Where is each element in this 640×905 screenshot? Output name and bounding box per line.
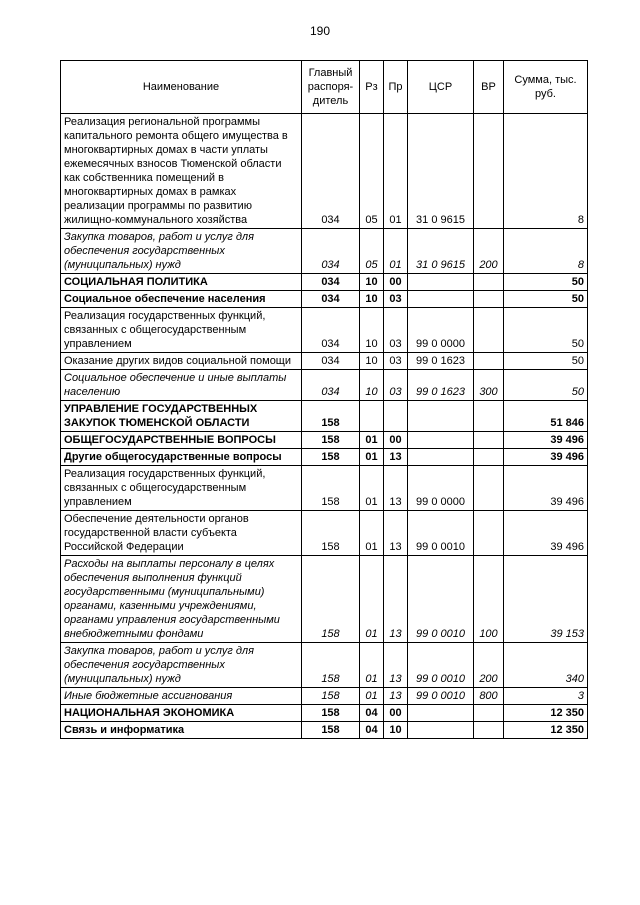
- row-subsection: 13: [384, 643, 408, 688]
- row-expense-type: [474, 511, 504, 556]
- row-section: 01: [360, 511, 384, 556]
- row-sum: 39 496: [504, 466, 588, 511]
- row-sum: 8: [504, 229, 588, 274]
- table-row: [61, 449, 588, 466]
- row-target-article: [408, 432, 474, 449]
- header-section: Рз: [360, 61, 384, 114]
- budget-table: [60, 60, 588, 739]
- table-body: [61, 114, 588, 739]
- row-name: Иные бюджетные ассигнования: [61, 688, 302, 705]
- row-sum: 39 496: [504, 432, 588, 449]
- row-sum: 50: [504, 370, 588, 401]
- table-row: [61, 229, 588, 274]
- table-row: [61, 291, 588, 308]
- table-row: [61, 643, 588, 688]
- row-sum: 12 350: [504, 705, 588, 722]
- row-subsection: 13: [384, 556, 408, 643]
- page-number: 190: [309, 24, 331, 38]
- row-name: Реализация государственных функций, связанных с общегосударственным управлением: [61, 308, 302, 353]
- row-expense-type: [474, 291, 504, 308]
- header-subsection: Пр: [384, 61, 408, 114]
- row-sum: 340: [504, 643, 588, 688]
- row-subsection: 10: [384, 722, 408, 739]
- row-target-article: 99 0 0000: [408, 466, 474, 511]
- row-subsection: 00: [384, 274, 408, 291]
- header-sum: Сумма, тыс. руб.: [504, 61, 588, 114]
- row-section: 04: [360, 705, 384, 722]
- row-sum: 50: [504, 291, 588, 308]
- table-row: [61, 688, 588, 705]
- row-expense-type: 300: [474, 370, 504, 401]
- row-expense-type: 800: [474, 688, 504, 705]
- row-sum: 12 350: [504, 722, 588, 739]
- row-target-article: 99 0 0010: [408, 556, 474, 643]
- row-main-manager: 158: [302, 688, 360, 705]
- row-expense-type: [474, 705, 504, 722]
- row-sum: 50: [504, 308, 588, 353]
- row-main-manager: 034: [302, 370, 360, 401]
- row-subsection: 01: [384, 114, 408, 229]
- row-name: СОЦИАЛЬНАЯ ПОЛИТИКА: [61, 274, 302, 291]
- row-section: [360, 401, 384, 432]
- row-main-manager: 158: [302, 705, 360, 722]
- row-subsection: 03: [384, 353, 408, 370]
- table-row: [61, 274, 588, 291]
- row-sum: 50: [504, 353, 588, 370]
- row-name: Закупка товаров, работ и услуг для обеспечения государственных (муниципальных) нужд: [61, 229, 302, 274]
- header-expense-type: ВР: [474, 61, 504, 114]
- row-section: 10: [360, 370, 384, 401]
- row-expense-type: [474, 308, 504, 353]
- row-name: Реализация региональной программы капитального ремонта общего имущества в многоквартирных домах в части уплаты ежемесячных взносов Тюменской области как собственника помещений в многоквартирных домах в рамках реализации программы по развитию жилищно-коммунального хозяйства: [61, 114, 302, 229]
- row-subsection: 01: [384, 229, 408, 274]
- row-expense-type: [474, 432, 504, 449]
- row-name: Социальное обеспечение и иные выплаты населению: [61, 370, 302, 401]
- row-main-manager: 158: [302, 556, 360, 643]
- row-expense-type: [474, 353, 504, 370]
- row-section: 10: [360, 291, 384, 308]
- row-main-manager: 158: [302, 466, 360, 511]
- row-sum: 39 153: [504, 556, 588, 643]
- row-target-article: 99 0 0010: [408, 511, 474, 556]
- row-section: 04: [360, 722, 384, 739]
- table-row: [61, 401, 588, 432]
- row-target-article: [408, 274, 474, 291]
- row-subsection: 13: [384, 688, 408, 705]
- row-target-article: 31 0 9615: [408, 114, 474, 229]
- header-target-article: ЦСР: [408, 61, 474, 114]
- row-subsection: 13: [384, 511, 408, 556]
- row-main-manager: 034: [302, 308, 360, 353]
- row-section: 01: [360, 449, 384, 466]
- table-row: [61, 370, 588, 401]
- row-expense-type: [474, 466, 504, 511]
- row-name: Другие общегосударственные вопросы: [61, 449, 302, 466]
- row-target-article: 99 0 0000: [408, 308, 474, 353]
- row-expense-type: 200: [474, 643, 504, 688]
- table-row: [61, 556, 588, 643]
- row-subsection: 03: [384, 370, 408, 401]
- table-row: [61, 432, 588, 449]
- table-row: [61, 722, 588, 739]
- row-section: 01: [360, 432, 384, 449]
- row-sum: 51 846: [504, 401, 588, 432]
- row-main-manager: 034: [302, 291, 360, 308]
- row-target-article: [408, 401, 474, 432]
- header-main-manager: Главный распоря-дитель: [302, 61, 360, 114]
- row-main-manager: 158: [302, 643, 360, 688]
- row-expense-type: 100: [474, 556, 504, 643]
- table-header-row: [61, 61, 588, 114]
- row-subsection: [384, 401, 408, 432]
- row-main-manager: 158: [302, 401, 360, 432]
- row-sum: 8: [504, 114, 588, 229]
- row-expense-type: [474, 449, 504, 466]
- row-subsection: 13: [384, 449, 408, 466]
- row-name: УПРАВЛЕНИЕ ГОСУДАРСТВЕННЫХ ЗАКУПОК ТЮМЕНСКОЙ ОБЛАСТИ: [61, 401, 302, 432]
- row-section: 10: [360, 308, 384, 353]
- row-section: 05: [360, 229, 384, 274]
- row-expense-type: [474, 274, 504, 291]
- row-main-manager: 158: [302, 449, 360, 466]
- row-target-article: [408, 705, 474, 722]
- row-sum: 39 496: [504, 449, 588, 466]
- row-expense-type: 200: [474, 229, 504, 274]
- row-main-manager: 158: [302, 511, 360, 556]
- header-name: Наименование: [61, 61, 302, 114]
- table-row: [61, 705, 588, 722]
- row-main-manager: 034: [302, 114, 360, 229]
- row-name: НАЦИОНАЛЬНАЯ ЭКОНОМИКА: [61, 705, 302, 722]
- row-name: Социальное обеспечение населения: [61, 291, 302, 308]
- row-name: Реализация государственных функций, связанных с общегосударственным управлением: [61, 466, 302, 511]
- row-main-manager: 034: [302, 229, 360, 274]
- row-section: 10: [360, 274, 384, 291]
- row-name: Расходы на выплаты персоналу в целях обеспечения выполнения функций государственными (муниципальными) органами, казенными учреждениями, органами управления государственными внебюджетными фондами: [61, 556, 302, 643]
- row-name: Закупка товаров, работ и услуг для обеспечения государственных (муниципальных) нужд: [61, 643, 302, 688]
- row-section: 05: [360, 114, 384, 229]
- row-subsection: 00: [384, 432, 408, 449]
- table-row: [61, 353, 588, 370]
- row-expense-type: [474, 722, 504, 739]
- row-name: Оказание других видов социальной помощи: [61, 353, 302, 370]
- row-subsection: 03: [384, 291, 408, 308]
- row-main-manager: 158: [302, 722, 360, 739]
- row-sum: 3: [504, 688, 588, 705]
- row-expense-type: [474, 401, 504, 432]
- row-target-article: 99 0 1623: [408, 370, 474, 401]
- row-name: Обеспечение деятельности органов государственной власти субъекта Российской Федерации: [61, 511, 302, 556]
- row-main-manager: 158: [302, 432, 360, 449]
- row-name: ОБЩЕГОСУДАРСТВЕННЫЕ ВОПРОСЫ: [61, 432, 302, 449]
- table-row: [61, 114, 588, 229]
- row-main-manager: 034: [302, 353, 360, 370]
- row-sum: 39 496: [504, 511, 588, 556]
- table-row: [61, 466, 588, 511]
- row-subsection: 03: [384, 308, 408, 353]
- row-section: 01: [360, 466, 384, 511]
- row-name: Связь и информатика: [61, 722, 302, 739]
- row-target-article: 99 0 0010: [408, 643, 474, 688]
- row-expense-type: [474, 114, 504, 229]
- row-subsection: 00: [384, 705, 408, 722]
- row-section: 01: [360, 688, 384, 705]
- row-target-article: 31 0 9615: [408, 229, 474, 274]
- table-row: [61, 511, 588, 556]
- row-sum: 50: [504, 274, 588, 291]
- row-section: 01: [360, 556, 384, 643]
- row-target-article: 99 0 0010: [408, 688, 474, 705]
- row-main-manager: 034: [302, 274, 360, 291]
- row-target-article: 99 0 1623: [408, 353, 474, 370]
- row-target-article: [408, 722, 474, 739]
- row-target-article: [408, 449, 474, 466]
- row-target-article: [408, 291, 474, 308]
- table-row: [61, 308, 588, 353]
- row-subsection: 13: [384, 466, 408, 511]
- row-section: 01: [360, 643, 384, 688]
- row-section: 10: [360, 353, 384, 370]
